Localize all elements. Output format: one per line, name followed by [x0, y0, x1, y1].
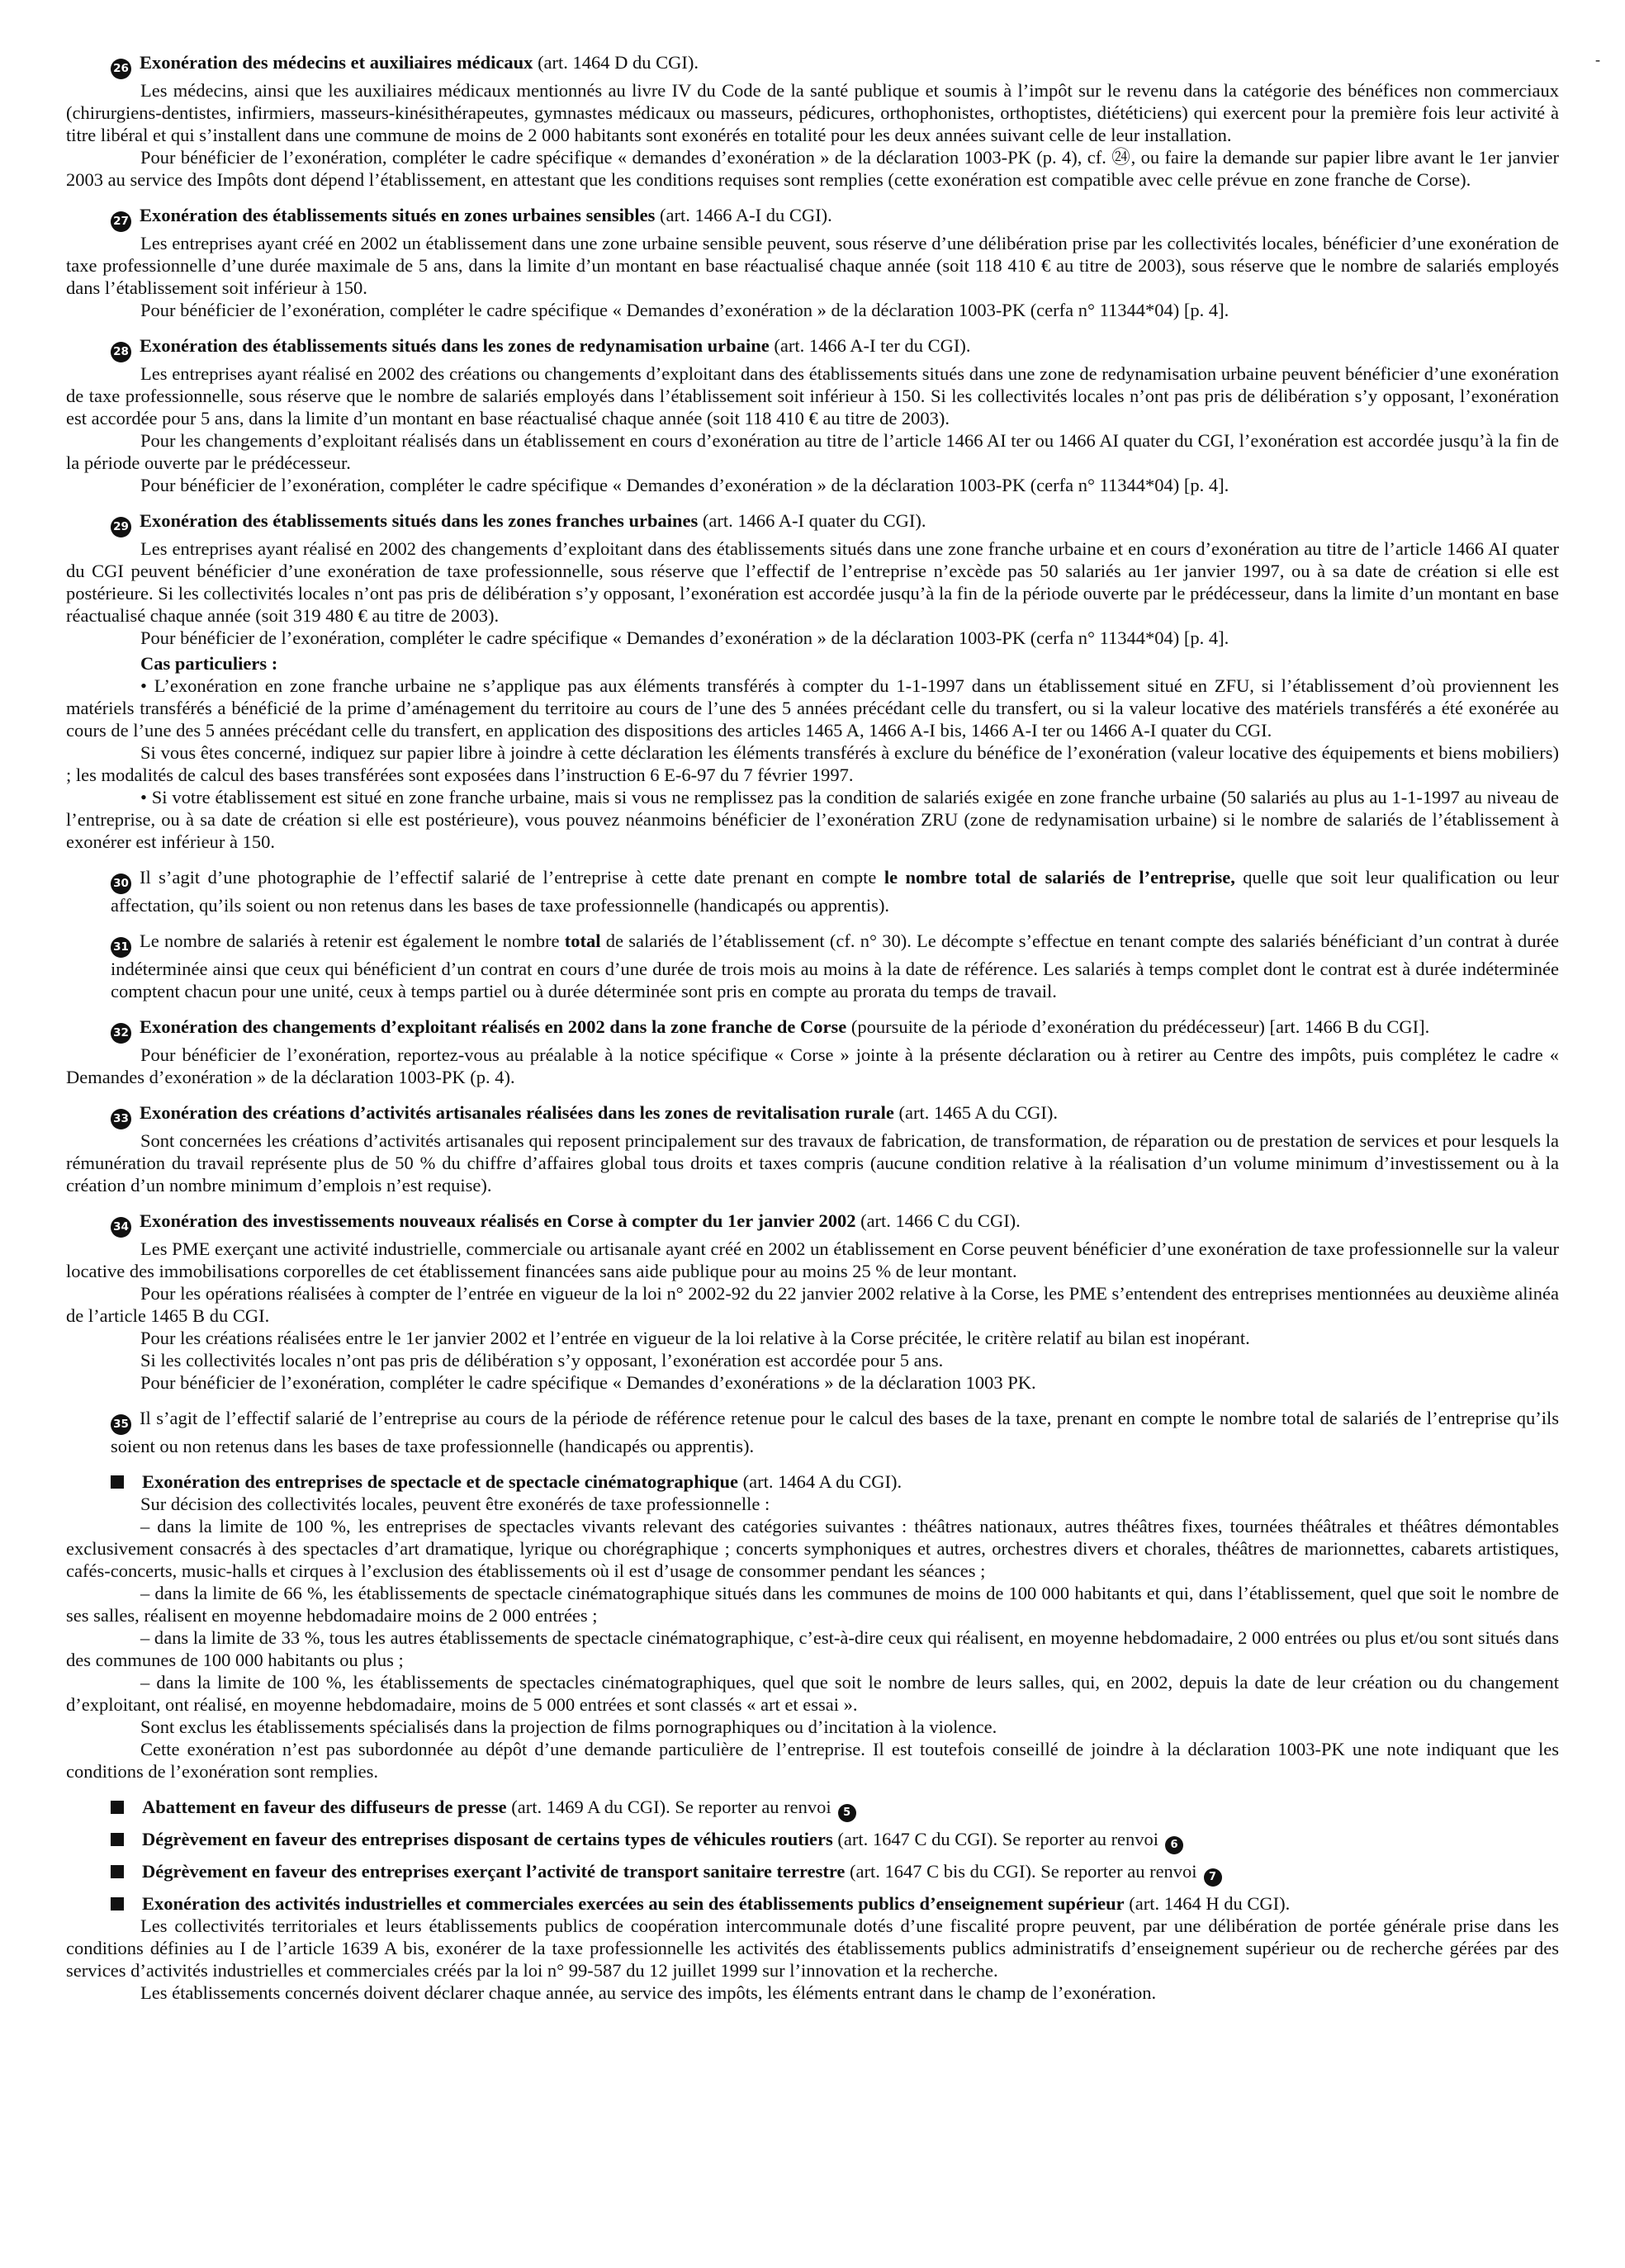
- body-paragraph: Cette exonération n’est pas subordonnée au dépôt d’une demande particulière de l’entreprise. Il est toutefois conseillé de joindre à la déclaration 1003-PK une note indiquant que les conditions de l’exonération sont remplies.: [66, 1739, 1559, 1782]
- body-paragraph: – dans la limite de 100 %, les entreprises de spectacles vivants relevant des catégories suivantes : théâtres nationaux, autres théâtres fixes, tournées théâtrales et théâtres démontables exclusivement consacrés à des spectacles d’art dramatique, lyrique ou chorégraphique ; concerts symphoniques et autres, orchestres divers et chorales, théâtres de marionnettes, cabarets artistiques, cafés-concerts, music-halls et cirques à l’exclusion des établissements où il est d’usage de consommer pendant les séances ;: [66, 1516, 1559, 1581]
- body-paragraph: • Si votre établissement est situé en zone franche urbaine, mais si vous ne remplissez pas la condition de salariés exigée en zone franche urbaine (50 salariés au plus au 1-1-1997 au niveau de l’entreprise, ou à sa date de création si elle est postérieure), vous pouvez néanmoins bénéficier de l’exonération ZRU (zone de redynamisation urbaine) si le nombre de salariés de l’établissement à exonérer est inférieur à 150.: [66, 787, 1559, 852]
- section-number-badge: 29: [111, 517, 131, 537]
- section-title-suffix: (art. 1464 A du CGI).: [737, 1471, 903, 1492]
- body-paragraph: – dans la limite de 100 %, les établissements de spectacles cinématographiques, quel que soit le nombre de leurs salles, qui, en 2002, depuis la date de leur création ou du changement d’exploitant, ont réalisé, en moyenne hebdomadaire, moins de 5 000 entrées et sont classés « art et essai ».: [66, 1672, 1559, 1715]
- body-paragraph: Pour bénéficier de l’exonération, compléter le cadre spécifique « demandes d’exonération » de la déclaration 1003-PK (p. 4), cf. ㉔, ou faire la demande sur papier libre avant le 1er janvier 2003 au service des Impôts dont dépend l’établissement, en attestant que les conditions requises sont remplies (cette exonération est compatible avec celle prévue en zone franche de Corse).: [66, 147, 1559, 190]
- section-heading: [66, 930, 1559, 1002]
- section-number-badge: 31: [111, 937, 131, 958]
- section-title-suffix: (art. 1464 H du CGI).: [1124, 1893, 1291, 1914]
- body-paragraph: Pour bénéficier de l’exonération, compléter le cadre spécifique « Demandes d’exonérations » de la déclaration 1003 PK.: [140, 1372, 1036, 1393]
- section-heading: [66, 204, 1559, 232]
- body-paragraph: – dans la limite de 66 %, les établissements de spectacle cinématographique situés dans les communes de moins de 100 000 habitants et qui, dans l’établissement, quel que soit le nombre de ses salles, réalisent en moyenne hebdomadaire moins de 2 000 entrées ;: [66, 1583, 1559, 1626]
- section-27: [66, 204, 1559, 321]
- body-paragraph: Pour bénéficier de l’exonération, compléter le cadre spécifique « Demandes d’exonération » de la déclaration 1003-PK (cerfa n° 11344*04) [p. 4].: [140, 300, 1229, 320]
- section-title-suffix: (art. 1469 A du CGI). Se reporter au renvoi: [506, 1797, 831, 1817]
- body-paragraph: Les entreprises ayant réalisé en 2002 des créations ou changements d’exploitant dans des établissements situés dans une zone de redynamisation urbaine peuvent bénéficier d’une exonération de taxe professionnelle, sous réserve que le nombre de salariés employés dans l’établissement soit inférieur à 150. Si les collectivités locales n’ont pas pris de délibération s’y opposant, l’exonération est accordée pour 5 ans, dans la limite d’un montant en base réactualisé chaque année (soit 118 410 € au titre de 2003).: [66, 363, 1559, 429]
- square-bullet-icon: [111, 1897, 124, 1911]
- section-number-badge: 28: [111, 342, 131, 362]
- section-title: Exonération des créations d’activités artisanales réalisées dans les zones de revitalisation rurale: [140, 1102, 894, 1123]
- section-29: [66, 509, 1559, 853]
- section-item-10: [66, 1470, 1559, 1783]
- body-paragraph: Les entreprises ayant créé en 2002 un établissement dans une zone urbaine sensible peuvent, sous réserve d’une délibération prise par les collectivités locales, bénéficier d’une exonération de taxe professionnelle d’une durée maximale de 5 ans, dans la limite d’un montant en base réactualisé chaque année (soit 118 410 € au titre de 2003), sous réserve que le nombre de salariés employés dans l’établissement soit inférieur à 150.: [66, 233, 1559, 298]
- body-paragraph: Si les collectivités locales n’ont pas pris de délibération s’y opposant, l’exonération est accordée pour 5 ans.: [140, 1350, 944, 1371]
- section-number-badge: 26: [111, 59, 131, 79]
- section-lead-text: Il s’agit de l’effectif salarié de l’entreprise au cours de la période de référence retenue pour le calcul des bases de la taxe, prenant en compte le nombre total de salariés de l’entreprise qu’ils soient ou non retenus dans les bases de taxe professionnelle (handicapés ou apprentis).: [111, 1408, 1559, 1456]
- section-lead-text: Il s’agit d’une photographie de l’effectif salarié de l’entreprise à cette date prenant en compte: [140, 867, 884, 888]
- section-title: Exonération des activités industrielles et commerciales exercées au sein des établissements publics d’enseignement supérieur: [142, 1893, 1125, 1914]
- section-number-badge: 30: [111, 874, 131, 894]
- section-heading: [66, 1210, 1559, 1238]
- section-heading: [66, 1470, 1559, 1493]
- section-title: Exonération des établissements situés dans les zones de redynamisation urbaine: [140, 335, 770, 356]
- section-title: Exonération des entreprises de spectacle et de spectacle cinématographique: [142, 1471, 738, 1492]
- body-paragraph: – dans la limite de 33 %, tous les autres établissements de spectacle cinématographique, c’est-à-dire ceux qui réalisent, en moyenne hebdomadaire, 2 000 entrées ou plus et/ou sont situés dans des communes de 100 000 habitants ou plus ;: [66, 1627, 1559, 1670]
- section-number-badge: 35: [111, 1414, 131, 1435]
- body-paragraph: Pour bénéficier de l’exonération, compléter le cadre spécifique « Demandes d’exonération » de la déclaration 1003-PK (cerfa n° 11344*04) [p. 4].: [140, 627, 1229, 648]
- section-heading: [66, 1796, 1559, 1822]
- section-title-suffix: (art. 1466 C du CGI).: [855, 1210, 1021, 1231]
- section-title-suffix: (art. 1466 A-I du CGI).: [655, 205, 832, 225]
- body-paragraph: Les collectivités territoriales et leurs établissements publics de coopération intercommunale dotés d’une fiscalité propre peuvent, par une délibération de portée générale prise dans les conditions définies au I de l’article 1639 A bis, exonérer de la taxe professionnelle les activités des établissements publics administratifs d’enseignement supérieur ou de recherche gérées par des services d’activités industrielles et commerciales créés par la loi n° 99-587 du 12 juillet 1999 sur l’innovation et la recherche.: [66, 1915, 1559, 1981]
- section-title: Exonération des établissements situés dans les zones franches urbaines: [140, 510, 699, 531]
- section-heading: [66, 334, 1559, 362]
- section-title-suffix: de salariés de l’établissement (cf. n° 30). Le décompte s’effectue en tenant compte des salariés bénéficiant d’un contrat à durée indéterminée ainsi que ceux qui bénéficient d’un contrat en cours d’une durée de trois mois au moins à la date de référence. Les salariés à temps complet dont le contrat est à durée indéterminée comptent chacun pour une unité, ceux à temps partiel ou à durée déterminée sont pris en compte au prorata du temps de travail.: [111, 930, 1559, 1001]
- section-item-12: [66, 1828, 1559, 1854]
- subheading-cas-particuliers: Cas particuliers :: [140, 653, 278, 674]
- section-heading: [66, 1892, 1559, 1915]
- section-title-suffix: (art. 1465 A du CGI).: [893, 1102, 1058, 1123]
- section-title: Abattement en faveur des diffuseurs de presse: [142, 1797, 507, 1817]
- body-paragraph: • L’exonération en zone franche urbaine ne s’applique pas aux éléments transférés à compter du 1-1-1997 dans un établissement situé en ZFU, si l’établissement d’où proviennent les matériels transférés a bénéficié de la prime d’aménagement du territoire au cours de l’une des 5 années précédant celle du transfert, ou si la valeur locative des matériels transférés a été exonérée au cours de l’une des 5 années précédant celle du transfert, en application des dispositions des articles 1465 A, 1466 A-I bis, 1466 A-I ter ou 1466 A-I quater du CGI.: [66, 675, 1559, 741]
- section-title: Exonération des médecins et auxiliaires médicaux: [140, 52, 533, 73]
- section-title-suffix: quelle que soit leur qualification ou leur affectation, qu’ils soient ou non retenus dans les bases de taxe professionnelle (handicapés ou apprentis).: [111, 867, 1559, 916]
- body-paragraph: Les établissements concernés doivent déclarer chaque année, au service des impôts, les éléments entrant dans le champ de l’exonération.: [140, 1982, 1157, 2003]
- section-title-suffix: (art. 1466 A-I quater du CGI).: [698, 510, 926, 531]
- section-title-suffix: (poursuite de la période d’exonération du prédécesseur) [art. 1466 B du CGI].: [846, 1016, 1430, 1037]
- body-paragraph: Pour les changements d’exploitant réalisés dans un établissement en cours d’exonération au titre de l’article 1466 AI ter ou 1466 AI quater du CGI, l’exonération est accordée jusqu’à la fin de la période ouverte par le prédécesseur.: [66, 430, 1559, 473]
- section-32: [66, 1016, 1559, 1088]
- square-bullet-icon: [111, 1833, 124, 1846]
- section-title: Exonération des établissements situés en zones urbaines sensibles: [140, 205, 656, 225]
- section-26: [66, 51, 1559, 191]
- section-34: [66, 1210, 1559, 1394]
- section-title: le nombre total de salariés de l’entreprise,: [884, 867, 1235, 888]
- section-heading: [66, 1407, 1559, 1457]
- body-paragraph: Sont exclus les établissements spécialisés dans la projection de films pornographiques ou d’incitation à la violence.: [140, 1716, 997, 1737]
- section-lead-text: Le nombre de salariés à retenir est également le nombre: [140, 930, 565, 951]
- section-heading: [66, 1828, 1559, 1854]
- section-number-badge: 32: [111, 1023, 131, 1044]
- renvoi-number-badge: 7: [1204, 1868, 1222, 1887]
- section-33: [66, 1101, 1559, 1196]
- section-title: total: [564, 930, 601, 951]
- section-title-suffix: (art. 1464 D du CGI).: [533, 52, 699, 73]
- body-paragraph: Pour bénéficier de l’exonération, compléter le cadre spécifique « Demandes d’exonération » de la déclaration 1003-PK (cerfa n° 11344*04) [p. 4].: [140, 475, 1229, 495]
- section-heading: [66, 509, 1559, 537]
- body-paragraph: Pour les opérations réalisées à compter de l’entrée en vigueur de la loi n° 2002-92 du 22 janvier 2002 relative à la Corse, les PME s’entendent des entreprises mentionnées au deuxième alinéa de l’article 1465 B du CGI.: [66, 1283, 1559, 1326]
- body-paragraph: Les PME exerçant une activité industrielle, commerciale ou artisanale ayant créé en 2002 un établissement en Corse peuvent bénéficier d’une exonération de taxe professionnelle sur la valeur locative des immobilisations corporelles de cet établissement financées sans aide publique pour au moins 25 % de leur montant.: [66, 1238, 1559, 1281]
- section-title: Exonération des changements d’exploitant réalisés en 2002 dans la zone franche de Corse: [140, 1016, 847, 1037]
- section-28: [66, 334, 1559, 496]
- body-paragraph: Sont concernées les créations d’activités artisanales qui reposent principalement sur des travaux de fabrication, de transformation, de réparation ou de prestation de services et pour lesquels la rémunération du travail représente plus de 50 % du chiffre d’affaires global tous droits et taxes compris (aucune condition relative à la réalisation d’un volume minimum d’investissement ou à la création d’un nombre minimum d’emplois n’est requise).: [66, 1130, 1559, 1196]
- body-paragraph: Pour bénéficier de l’exonération, reportez-vous au préalable à la notice spécifique « Corse » jointe à la présente déclaration ou à retirer au Centre des impôts, puis complétez le cadre « Demandes d’exonération » de la déclaration 1003-PK (p. 4).: [66, 1044, 1559, 1087]
- section-number-badge: 34: [111, 1217, 131, 1238]
- section-item-13: [66, 1860, 1559, 1887]
- section-35: [66, 1407, 1559, 1457]
- renvoi-number-badge: 5: [838, 1804, 856, 1822]
- section-heading: [66, 866, 1559, 916]
- section-title: Dégrèvement en faveur des entreprises exerçant l’activité de transport sanitaire terrestre: [142, 1861, 846, 1882]
- section-heading: [66, 1101, 1559, 1129]
- body-paragraph: Les entreprises ayant réalisé en 2002 des changements d’exploitant dans des établissements situés dans une zone franche urbaine et en cours d’exonération au titre de l’article 1466 AI quater du CGI peuvent bénéficier d’une exonération de taxe professionnelle, sous réserve que l’effectif de l’entreprise n’excède pas 50 salariés au 1er janvier 1997, ou à sa date de création si elle est postérieure. Si les collectivités locales n’ont pas pris de délibération s’y opposant, l’exonération est accordée jusqu’à la fin de la période ouverte par le prédécesseur, dans la limite d’un montant en base réactualisé chaque année (soit 319 480 € au titre de 2003).: [66, 538, 1559, 626]
- section-title-suffix: (art. 1647 C bis du CGI). Se reporter au renvoi: [845, 1861, 1197, 1882]
- margin-mark: -: [1595, 51, 1600, 68]
- section-title-suffix: (art. 1466 A-I ter du CGI).: [769, 335, 971, 356]
- section-30: [66, 866, 1559, 916]
- body-paragraph: Pour les créations réalisées entre le 1er janvier 2002 et l’entrée en vigueur de la loi relative à la Corse précitée, le critère relatif au bilan est inopérant.: [140, 1328, 1250, 1348]
- body-paragraph: Les médecins, ainsi que les auxiliaires médicaux mentionnés au livre IV du Code de la santé publique et soumis à l’impôt sur le revenu dans la catégorie des bénéfices non commerciaux (chirurgiens-dentistes, infirmiers, masseurs-kinésithérapeutes, gymnastes médicaux ou masseurs, pédicures, orthophonistes, orthoptistes, diététiciens) qui exercent pour la première fois leur activité à titre libéral et qui s’installent dans une commune de moins de 2 000 habitants sont exonérés en totalité pour les deux années suivant celle de leur installation.: [66, 80, 1559, 145]
- body-paragraph: Si vous êtes concerné, indiquez sur papier libre à joindre à cette déclaration les éléments transférés à exclure du bénéfice de l’exonération (valeur locative des équipements et biens mobiliers) ; les modalités de calcul des bases transférées sont exposées dans l’instruction 6 E-6-97 du 7 février 1997.: [66, 742, 1559, 785]
- section-item-11: [66, 1796, 1559, 1822]
- section-title-suffix: (art. 1647 C du CGI). Se reporter au renvoi: [832, 1829, 1159, 1849]
- body-paragraph: Sur décision des collectivités locales, peuvent être exonérés de taxe professionnelle :: [140, 1494, 770, 1514]
- section-heading: [66, 1860, 1559, 1887]
- section-heading: [66, 51, 1559, 79]
- section-31: [66, 930, 1559, 1002]
- renvoi-number-badge: 6: [1165, 1836, 1183, 1854]
- square-bullet-icon: [111, 1475, 124, 1489]
- section-number-badge: 27: [111, 211, 131, 232]
- square-bullet-icon: [111, 1801, 124, 1814]
- section-item-14: [66, 1892, 1559, 2004]
- square-bullet-icon: [111, 1865, 124, 1878]
- section-title: Dégrèvement en faveur des entreprises disposant de certains types de véhicules routiers: [142, 1829, 833, 1849]
- section-title: Exonération des investissements nouveaux réalisés en Corse à compter du 1er janvier 2002: [140, 1210, 856, 1231]
- section-heading: [66, 1016, 1559, 1044]
- section-number-badge: 33: [111, 1109, 131, 1129]
